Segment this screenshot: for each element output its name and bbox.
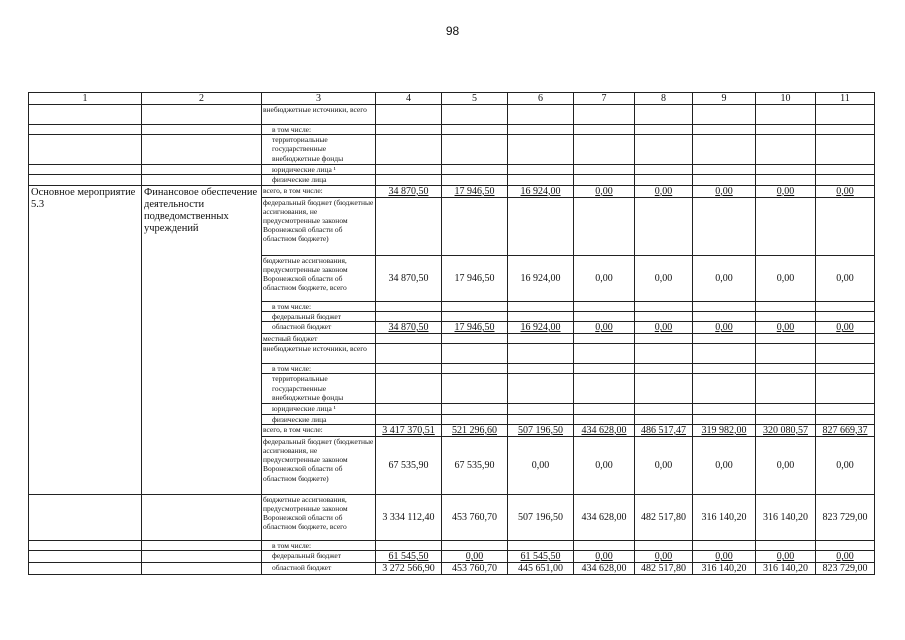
table-row (29, 563, 875, 575)
value-cell: 827 669,37 (816, 424, 875, 436)
value-cell (574, 165, 635, 175)
value-cell: 0,00 (635, 436, 693, 494)
value-cell: 316 140,20 (756, 494, 816, 540)
value-cell (442, 175, 508, 185)
value-cell: 0,00 (574, 436, 635, 494)
value-cell: 67 535,90 (442, 436, 508, 494)
program-name-cell (29, 540, 142, 550)
value-cell (756, 414, 816, 424)
value-cell (693, 374, 756, 404)
value-cell (574, 344, 635, 364)
value-cell (376, 374, 442, 404)
value-cell: 0,00 (756, 322, 816, 334)
source-cell: всего, в том числе: (262, 424, 376, 436)
program-name-cell (29, 551, 142, 563)
value-cell (376, 165, 442, 175)
value-cell (693, 105, 756, 125)
value-cell: 453 760,70 (442, 563, 508, 575)
value-cell (756, 165, 816, 175)
value-cell: 3 417 370,51 (376, 424, 442, 436)
value-cell: 3 334 112,40 (376, 494, 442, 540)
header-cell: 11 (816, 93, 875, 105)
value-cell: 0,00 (693, 322, 756, 334)
value-cell: 34 870,50 (376, 185, 442, 197)
header-cell: 2 (142, 93, 262, 105)
header-cell: 9 (693, 93, 756, 105)
header-cell: 10 (756, 93, 816, 105)
value-cell (442, 105, 508, 125)
value-cell (508, 404, 574, 414)
source-cell: внебюджетные источники, всего (262, 105, 376, 125)
program-name-cell (29, 563, 142, 575)
program-name-cell (29, 494, 142, 540)
header-cell: 4 (376, 93, 442, 105)
value-cell (376, 125, 442, 135)
value-cell: 34 870,50 (376, 322, 442, 334)
source-cell: физические лица (262, 414, 376, 424)
value-cell (508, 197, 574, 255)
value-cell (816, 125, 875, 135)
value-cell (756, 540, 816, 550)
value-cell: 61 545,50 (508, 551, 574, 563)
table-row (29, 494, 875, 540)
value-cell: 521 296,60 (442, 424, 508, 436)
value-cell: 0,00 (816, 185, 875, 197)
value-cell (508, 540, 574, 550)
value-cell (508, 334, 574, 344)
value-cell (816, 364, 875, 374)
value-cell: 482 517,80 (635, 563, 693, 575)
value-cell (635, 404, 693, 414)
value-cell (442, 165, 508, 175)
source-cell: в том числе: (262, 364, 376, 374)
value-cell (756, 105, 816, 125)
header-cell: 3 (262, 93, 376, 105)
page-number: 98 (445, 24, 460, 38)
value-cell (574, 197, 635, 255)
value-cell (816, 311, 875, 321)
value-cell (508, 301, 574, 311)
value-cell: 445 651,00 (508, 563, 574, 575)
value-cell: 0,00 (816, 551, 875, 563)
source-cell: областной бюджет (262, 322, 376, 334)
value-cell (635, 344, 693, 364)
value-cell (376, 175, 442, 185)
value-cell: 434 628,00 (574, 563, 635, 575)
value-cell (756, 374, 816, 404)
value-cell: 0,00 (693, 551, 756, 563)
program-name-cell (29, 105, 142, 125)
source-cell: юридические лица ¹ (262, 165, 376, 175)
table-row (29, 125, 875, 135)
table-row (29, 551, 875, 563)
table-row (29, 175, 875, 185)
value-cell (635, 301, 693, 311)
source-cell: всего, в том числе: (262, 185, 376, 197)
value-cell (635, 125, 693, 135)
value-cell (756, 311, 816, 321)
value-cell: 453 760,70 (442, 494, 508, 540)
value-cell: 0,00 (693, 255, 756, 301)
value-cell (693, 540, 756, 550)
value-cell (816, 197, 875, 255)
value-cell (635, 197, 693, 255)
value-cell (442, 364, 508, 374)
value-cell (442, 540, 508, 550)
source-cell: в том числе: (262, 125, 376, 135)
value-cell: 17 946,50 (442, 255, 508, 301)
value-cell (376, 334, 442, 344)
table-row (29, 540, 875, 550)
value-cell (376, 414, 442, 424)
value-cell (635, 175, 693, 185)
value-cell: 16 924,00 (508, 185, 574, 197)
program-desc-cell: Финансовое обеспечение деятельности подведомственных учреждений (142, 185, 262, 494)
value-cell (376, 540, 442, 550)
value-cell: 17 946,50 (442, 185, 508, 197)
value-cell: 0,00 (635, 322, 693, 334)
value-cell (756, 404, 816, 414)
header-row (29, 93, 875, 105)
value-cell (508, 105, 574, 125)
value-cell: 0,00 (756, 255, 816, 301)
value-cell (816, 374, 875, 404)
value-cell (816, 105, 875, 125)
value-cell (442, 414, 508, 424)
value-cell: 0,00 (756, 185, 816, 197)
value-cell (816, 135, 875, 165)
value-cell (376, 364, 442, 374)
source-cell: областной бюджет (262, 563, 376, 575)
value-cell (376, 197, 442, 255)
table-row (29, 185, 875, 197)
value-cell (756, 364, 816, 374)
value-cell (693, 301, 756, 311)
program-desc-cell (142, 125, 262, 135)
source-cell: бюджетные ассигнования, предусмотренные законом Воронежской области об областном бюджете, всего (262, 255, 376, 301)
header-cell: 6 (508, 93, 574, 105)
program-name-cell: Основное мероприятие 5.3 (29, 185, 142, 494)
value-cell (376, 105, 442, 125)
source-cell: федеральный бюджет (262, 311, 376, 321)
program-desc-cell (142, 563, 262, 575)
value-cell (816, 414, 875, 424)
value-cell (816, 344, 875, 364)
source-cell: физические лица (262, 175, 376, 185)
program-desc-cell (142, 540, 262, 550)
value-cell (635, 540, 693, 550)
value-cell (442, 301, 508, 311)
value-cell (816, 301, 875, 311)
program-name-cell (29, 165, 142, 175)
source-cell: бюджетные ассигнования, предусмотренные законом Воронежской области об областном бюджете, всего (262, 494, 376, 540)
value-cell (442, 334, 508, 344)
source-cell: территориальные государственные внебюджетные фонды (262, 135, 376, 165)
source-cell: федеральный бюджет (бюджетные ассигнования, не предусмотренные законом Воронежской области об областном бюджете) (262, 197, 376, 255)
value-cell: 482 517,80 (635, 494, 693, 540)
value-cell (376, 344, 442, 364)
value-cell: 434 628,00 (574, 424, 635, 436)
value-cell (574, 105, 635, 125)
value-cell (574, 364, 635, 374)
value-cell: 16 924,00 (508, 322, 574, 334)
source-cell: территориальные государственные внебюджетные фонды (262, 374, 376, 404)
value-cell (574, 404, 635, 414)
value-cell: 823 729,00 (816, 563, 875, 575)
value-cell (376, 311, 442, 321)
value-cell: 0,00 (574, 185, 635, 197)
value-cell (574, 301, 635, 311)
value-cell (574, 540, 635, 550)
value-cell: 17 946,50 (442, 322, 508, 334)
value-cell (442, 197, 508, 255)
value-cell (635, 374, 693, 404)
source-cell: федеральный бюджет (262, 551, 376, 563)
value-cell (574, 125, 635, 135)
value-cell: 434 628,00 (574, 494, 635, 540)
value-cell: 0,00 (508, 436, 574, 494)
program-desc-cell (142, 175, 262, 185)
value-cell: 0,00 (442, 551, 508, 563)
value-cell (756, 301, 816, 311)
value-cell (508, 125, 574, 135)
value-cell (574, 135, 635, 165)
value-cell (508, 344, 574, 364)
table-row (29, 135, 875, 165)
value-cell (442, 344, 508, 364)
value-cell (635, 311, 693, 321)
value-cell (635, 165, 693, 175)
value-cell (693, 364, 756, 374)
value-cell: 0,00 (816, 255, 875, 301)
value-cell (508, 311, 574, 321)
value-cell (508, 364, 574, 374)
source-cell: в том числе: (262, 301, 376, 311)
value-cell (574, 374, 635, 404)
value-cell (635, 105, 693, 125)
value-cell (693, 135, 756, 165)
value-cell (756, 197, 816, 255)
value-cell: 34 870,50 (376, 255, 442, 301)
value-cell (508, 135, 574, 165)
value-cell: 0,00 (574, 551, 635, 563)
program-name-cell (29, 135, 142, 165)
value-cell (756, 175, 816, 185)
value-cell: 507 196,50 (508, 424, 574, 436)
table-row (29, 105, 875, 125)
source-cell: в том числе: (262, 540, 376, 550)
value-cell (508, 165, 574, 175)
value-cell: 316 140,20 (693, 563, 756, 575)
value-cell (693, 311, 756, 321)
program-desc-cell (142, 165, 262, 175)
value-cell: 0,00 (816, 436, 875, 494)
value-cell: 0,00 (635, 255, 693, 301)
header-cell: 7 (574, 93, 635, 105)
value-cell (574, 175, 635, 185)
source-cell: внебюджетные источники, всего (262, 344, 376, 364)
value-cell: 823 729,00 (816, 494, 875, 540)
value-cell (756, 344, 816, 364)
value-cell: 0,00 (574, 255, 635, 301)
value-cell (376, 135, 442, 165)
value-cell: 319 982,00 (693, 424, 756, 436)
value-cell: 0,00 (574, 322, 635, 334)
value-cell (816, 334, 875, 344)
value-cell (816, 540, 875, 550)
value-cell: 316 140,20 (693, 494, 756, 540)
value-cell: 0,00 (756, 551, 816, 563)
value-cell: 0,00 (693, 185, 756, 197)
source-cell: юридические лица ¹ (262, 404, 376, 414)
value-cell (442, 135, 508, 165)
program-desc-cell (142, 494, 262, 540)
value-cell (574, 414, 635, 424)
program-name-cell (29, 125, 142, 135)
header-cell: 8 (635, 93, 693, 105)
header-cell: 5 (442, 93, 508, 105)
value-cell (693, 175, 756, 185)
value-cell (693, 404, 756, 414)
value-cell: 0,00 (693, 436, 756, 494)
value-cell (816, 404, 875, 414)
value-cell (635, 364, 693, 374)
value-cell: 0,00 (816, 322, 875, 334)
value-cell: 61 545,50 (376, 551, 442, 563)
value-cell: 67 535,90 (376, 436, 442, 494)
value-cell: 0,00 (635, 185, 693, 197)
value-cell (376, 404, 442, 414)
value-cell (635, 135, 693, 165)
value-cell (693, 334, 756, 344)
value-cell (693, 125, 756, 135)
value-cell (756, 125, 816, 135)
value-cell (693, 165, 756, 175)
value-cell (574, 334, 635, 344)
program-desc-cell (142, 105, 262, 125)
value-cell (693, 414, 756, 424)
value-cell: 0,00 (756, 436, 816, 494)
value-cell (376, 301, 442, 311)
source-cell: местный бюджет (262, 334, 376, 344)
value-cell: 320 080,57 (756, 424, 816, 436)
value-cell (635, 334, 693, 344)
table-row (29, 165, 875, 175)
program-desc-cell (142, 135, 262, 165)
value-cell (635, 414, 693, 424)
budget-table (28, 92, 875, 575)
value-cell (508, 374, 574, 404)
value-cell: 316 140,20 (756, 563, 816, 575)
value-cell: 486 517,47 (635, 424, 693, 436)
value-cell (442, 311, 508, 321)
value-cell (508, 175, 574, 185)
header-cell: 1 (29, 93, 142, 105)
value-cell (574, 311, 635, 321)
value-cell (442, 404, 508, 414)
value-cell: 507 196,50 (508, 494, 574, 540)
program-name-cell (29, 175, 142, 185)
value-cell: 0,00 (635, 551, 693, 563)
value-cell: 3 272 566,90 (376, 563, 442, 575)
source-cell: федеральный бюджет (бюджетные ассигнования, не предусмотренные законом Воронежской области об областном бюджете) (262, 436, 376, 494)
value-cell (816, 165, 875, 175)
program-desc-cell (142, 551, 262, 563)
value-cell (442, 374, 508, 404)
value-cell (816, 175, 875, 185)
value-cell: 16 924,00 (508, 255, 574, 301)
value-cell (756, 135, 816, 165)
value-cell (442, 125, 508, 135)
value-cell (756, 334, 816, 344)
value-cell (693, 344, 756, 364)
value-cell (693, 197, 756, 255)
value-cell (508, 414, 574, 424)
